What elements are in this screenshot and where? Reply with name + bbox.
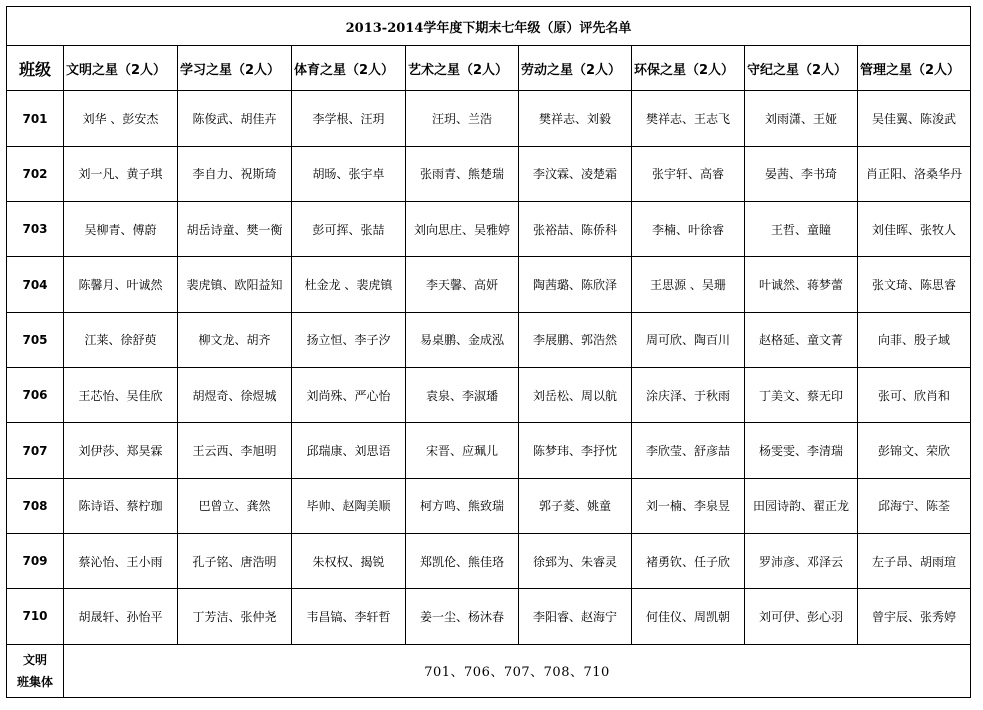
student-names-cell: 胡旸、张宇卓 [292, 146, 406, 201]
student-names-cell: 李自力、祝斯琦 [178, 146, 292, 201]
student-names-cell: 张宇轩、高睿 [632, 146, 745, 201]
model-class-label-line2: 班集体 [16, 674, 53, 689]
class-number-cell: 701 [7, 91, 64, 146]
student-names-cell: 罗沛彦、邓泽云 [745, 533, 858, 588]
award-category-header: 劳动之星（2人） [519, 46, 632, 91]
award-category-header: 环保之星（2人） [632, 46, 745, 91]
student-names-cell: 樊祥志、刘毅 [519, 91, 632, 146]
student-names-cell: 丁芳洁、张仲尧 [178, 589, 292, 644]
table-row [7, 589, 971, 644]
student-names-cell: 晏茜、李书琦 [745, 146, 858, 201]
student-names-cell: 杨雯雯、李清瑞 [745, 423, 858, 478]
table-row [7, 257, 971, 312]
student-names-cell: 周可欣、陶百川 [632, 312, 745, 367]
table-row [7, 202, 971, 257]
student-names-cell: 李楠、叶徐睿 [632, 202, 745, 257]
student-names-cell: 张文琦、陈思睿 [858, 257, 971, 312]
student-names-cell: 陈馨月、叶诚然 [64, 257, 178, 312]
student-names-cell: 江莱、徐舒萸 [64, 312, 178, 367]
student-names-cell: 王芯怡、吴佳欣 [64, 368, 178, 423]
student-names-cell: 宋晋、应珮儿 [406, 423, 519, 478]
student-names-cell: 彭锦文、荣欣 [858, 423, 971, 478]
student-names-cell: 袁泉、李淑璠 [406, 368, 519, 423]
class-column-header: 班级 [7, 46, 64, 91]
student-names-cell: 胡岳诗童、樊一衡 [178, 202, 292, 257]
student-names-cell: 柳文龙、胡齐 [178, 312, 292, 367]
student-names-cell: 柯方鸣、熊致瑞 [406, 478, 519, 533]
student-names-cell: 邱海宁、陈荃 [858, 478, 971, 533]
student-names-cell: 赵格延、童文菁 [745, 312, 858, 367]
student-names-cell: 裴虎镇、欧阳益知 [178, 257, 292, 312]
student-names-cell: 吴佳翼、陈浚武 [858, 91, 971, 146]
student-names-cell: 杜金龙 、裴虎镇 [292, 257, 406, 312]
sheet-title: 2013-2014学年度下期末七年级（原）评先名单 [7, 7, 971, 46]
student-names-cell: 肖正阳、洛桑华丹 [858, 146, 971, 201]
student-names-cell: 胡煜奇、徐煜城 [178, 368, 292, 423]
student-names-cell: 李汶霖、凌楚霜 [519, 146, 632, 201]
class-number-cell: 707 [7, 423, 64, 478]
student-names-cell: 王思源 、吴珊 [632, 257, 745, 312]
student-names-cell: 胡晟轩、孙怡平 [64, 589, 178, 644]
student-names-cell: 李展鹏、郭浩然 [519, 312, 632, 367]
award-category-header: 文明之星（2人） [64, 46, 178, 91]
student-names-cell: 刘尚殊、严心怡 [292, 368, 406, 423]
student-names-cell: 褚勇钦、任子欣 [632, 533, 745, 588]
table-row [7, 91, 971, 146]
student-names-cell: 何佳仪、周凯朝 [632, 589, 745, 644]
student-names-cell: 李欣莹、舒彦喆 [632, 423, 745, 478]
student-names-cell: 陈梦玮、李抒忱 [519, 423, 632, 478]
student-names-cell: 王云西、李旭明 [178, 423, 292, 478]
award-category-header: 学习之星（2人） [178, 46, 292, 91]
student-names-cell: 王哲、童瞳 [745, 202, 858, 257]
student-names-cell: 毕帅、赵陶美顺 [292, 478, 406, 533]
student-names-cell: 李阳睿、赵海宁 [519, 589, 632, 644]
class-number-cell: 709 [7, 533, 64, 588]
table-row [7, 312, 971, 367]
class-number-cell: 703 [7, 202, 64, 257]
student-names-cell: 刘佳晖、张牧人 [858, 202, 971, 257]
student-names-cell: 吴柳青、傅蔚 [64, 202, 178, 257]
student-names-cell: 张裕喆、陈侨科 [519, 202, 632, 257]
student-names-cell: 刘一凡、黄子琪 [64, 146, 178, 201]
student-names-cell: 左子昂、胡雨瑄 [858, 533, 971, 588]
table-row [7, 478, 971, 533]
student-names-cell: 徐郅为、朱睿灵 [519, 533, 632, 588]
student-names-cell: 刘华 、彭安杰 [64, 91, 178, 146]
student-names-cell: 姜一尘、杨沐春 [406, 589, 519, 644]
student-names-cell: 陈诗语、蔡柠珈 [64, 478, 178, 533]
class-number-cell: 705 [7, 312, 64, 367]
table-row [7, 423, 971, 478]
student-names-cell: 李天馨、高妍 [406, 257, 519, 312]
class-number-cell: 710 [7, 589, 64, 644]
class-number-cell: 704 [7, 257, 64, 312]
award-category-header: 守纪之星（2人） [745, 46, 858, 91]
award-category-header: 体育之星（2人） [292, 46, 406, 91]
student-names-cell: 汪玥、兰浩 [406, 91, 519, 146]
award-category-header: 管理之星（2人） [858, 46, 971, 91]
student-names-cell: 彭可挥、张喆 [292, 202, 406, 257]
model-class-label-line1: 文明 [22, 652, 47, 667]
model-class-list: 701、706、707、708、710 [64, 644, 971, 697]
student-names-cell: 易桌鹏、金成泓 [406, 312, 519, 367]
student-names-cell: 樊祥志、王志飞 [632, 91, 745, 146]
student-names-cell: 陈俊武、胡佳卉 [178, 91, 292, 146]
class-number-cell: 708 [7, 478, 64, 533]
student-names-cell: 刘伊莎、郑昊霖 [64, 423, 178, 478]
student-names-cell: 刘岳松、周以航 [519, 368, 632, 423]
student-names-cell: 刘向思庄、吴雅婷 [406, 202, 519, 257]
table-row [7, 146, 971, 201]
student-names-cell: 刘雨潇、王娅 [745, 91, 858, 146]
student-names-cell: 郭子菱、姚童 [519, 478, 632, 533]
student-names-cell: 陶茜璐、陈欣泽 [519, 257, 632, 312]
student-names-cell: 刘一楠、李泉昱 [632, 478, 745, 533]
student-names-cell: 刘可伊、彭心羽 [745, 589, 858, 644]
student-names-cell: 孔子铭、唐浩明 [178, 533, 292, 588]
table-row [7, 533, 971, 588]
class-number-cell: 706 [7, 368, 64, 423]
student-names-cell: 扬立恒、李子汐 [292, 312, 406, 367]
student-names-cell: 田园诗韵、翟正龙 [745, 478, 858, 533]
footer-row [7, 644, 971, 697]
model-class-label [7, 644, 64, 697]
student-names-cell: 张可、欣肖和 [858, 368, 971, 423]
student-names-cell: 邱瑞康、刘思语 [292, 423, 406, 478]
student-names-cell: 涂庆泽、于秋雨 [632, 368, 745, 423]
student-names-cell: 张雨青、熊楚瑞 [406, 146, 519, 201]
student-names-cell: 巴曾立、龚然 [178, 478, 292, 533]
award-category-header: 艺术之星（2人） [406, 46, 519, 91]
student-names-cell: 向菲、殷子域 [858, 312, 971, 367]
student-names-cell: 曾宇辰、张秀婷 [858, 589, 971, 644]
student-names-cell: 朱权权、揭锐 [292, 533, 406, 588]
student-names-cell: 李学根、汪玥 [292, 91, 406, 146]
student-names-cell: 郑凯伦、熊佳珞 [406, 533, 519, 588]
award-list-table [6, 6, 971, 698]
student-names-cell: 韦昌镐、李轩哲 [292, 589, 406, 644]
student-names-cell: 丁美文、蔡无印 [745, 368, 858, 423]
student-names-cell: 蔡沁怡、王小雨 [64, 533, 178, 588]
student-names-cell: 叶诚然、蒋梦蕾 [745, 257, 858, 312]
table-row [7, 368, 971, 423]
class-number-cell: 702 [7, 146, 64, 201]
